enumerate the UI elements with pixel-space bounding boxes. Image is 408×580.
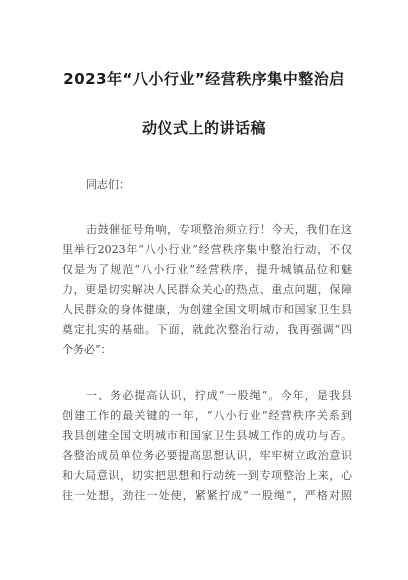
paragraph-line: 各整治成员单位务必要提高思想认识，牢牢树立政治意识 xyxy=(62,449,352,462)
paragraph-line: 创建工作的最关键的一年，“八小行业”经营秩序关系到 xyxy=(62,409,352,422)
document-title-line-1: 2023年“八小行业”经营秩序集中整治启 xyxy=(63,70,345,88)
document-title-line-2: 动仪式上的讲话稿 xyxy=(141,119,266,137)
paragraph-line: 里举行2023年“八小行业”经营秩序集中整治行动，不仅 xyxy=(62,243,352,256)
paragraph-line: 仅是为了规范“八小行业”经营秩序，提升城镇品位和魅 xyxy=(62,263,352,276)
paragraph-line: 个务必”： xyxy=(62,343,112,356)
paragraph-line: 奠定扎实的基础。下面，就此次整治行动，我再强调“四 xyxy=(62,323,352,336)
paragraph-line: 和大局意识，切实把思想和行动统一到专项整治上来，心 xyxy=(62,469,352,482)
paragraph-line: 人民群众的身体健康，为创建全国文明城市和国家卫生县 xyxy=(62,303,352,316)
paragraph-line: 力，更是切实解决人民群众关心的热点、重点问题，保障 xyxy=(62,283,352,296)
paragraph-line: 击鼓催征号角响，专项整治须立行！今天，我们在这 xyxy=(86,223,352,236)
paragraph-line: 一、务必提高认识，拧成“一股绳”。今年，是我县 xyxy=(86,389,352,402)
paragraph-line: 往一处想，劲往一处使，紧紧拧成“一股绳”，严格对照 xyxy=(62,489,352,502)
greeting: 同志们： xyxy=(86,178,130,191)
paragraph-line: 我县创建全国文明城市和国家卫生县城工作的成功与否。 xyxy=(62,429,352,442)
